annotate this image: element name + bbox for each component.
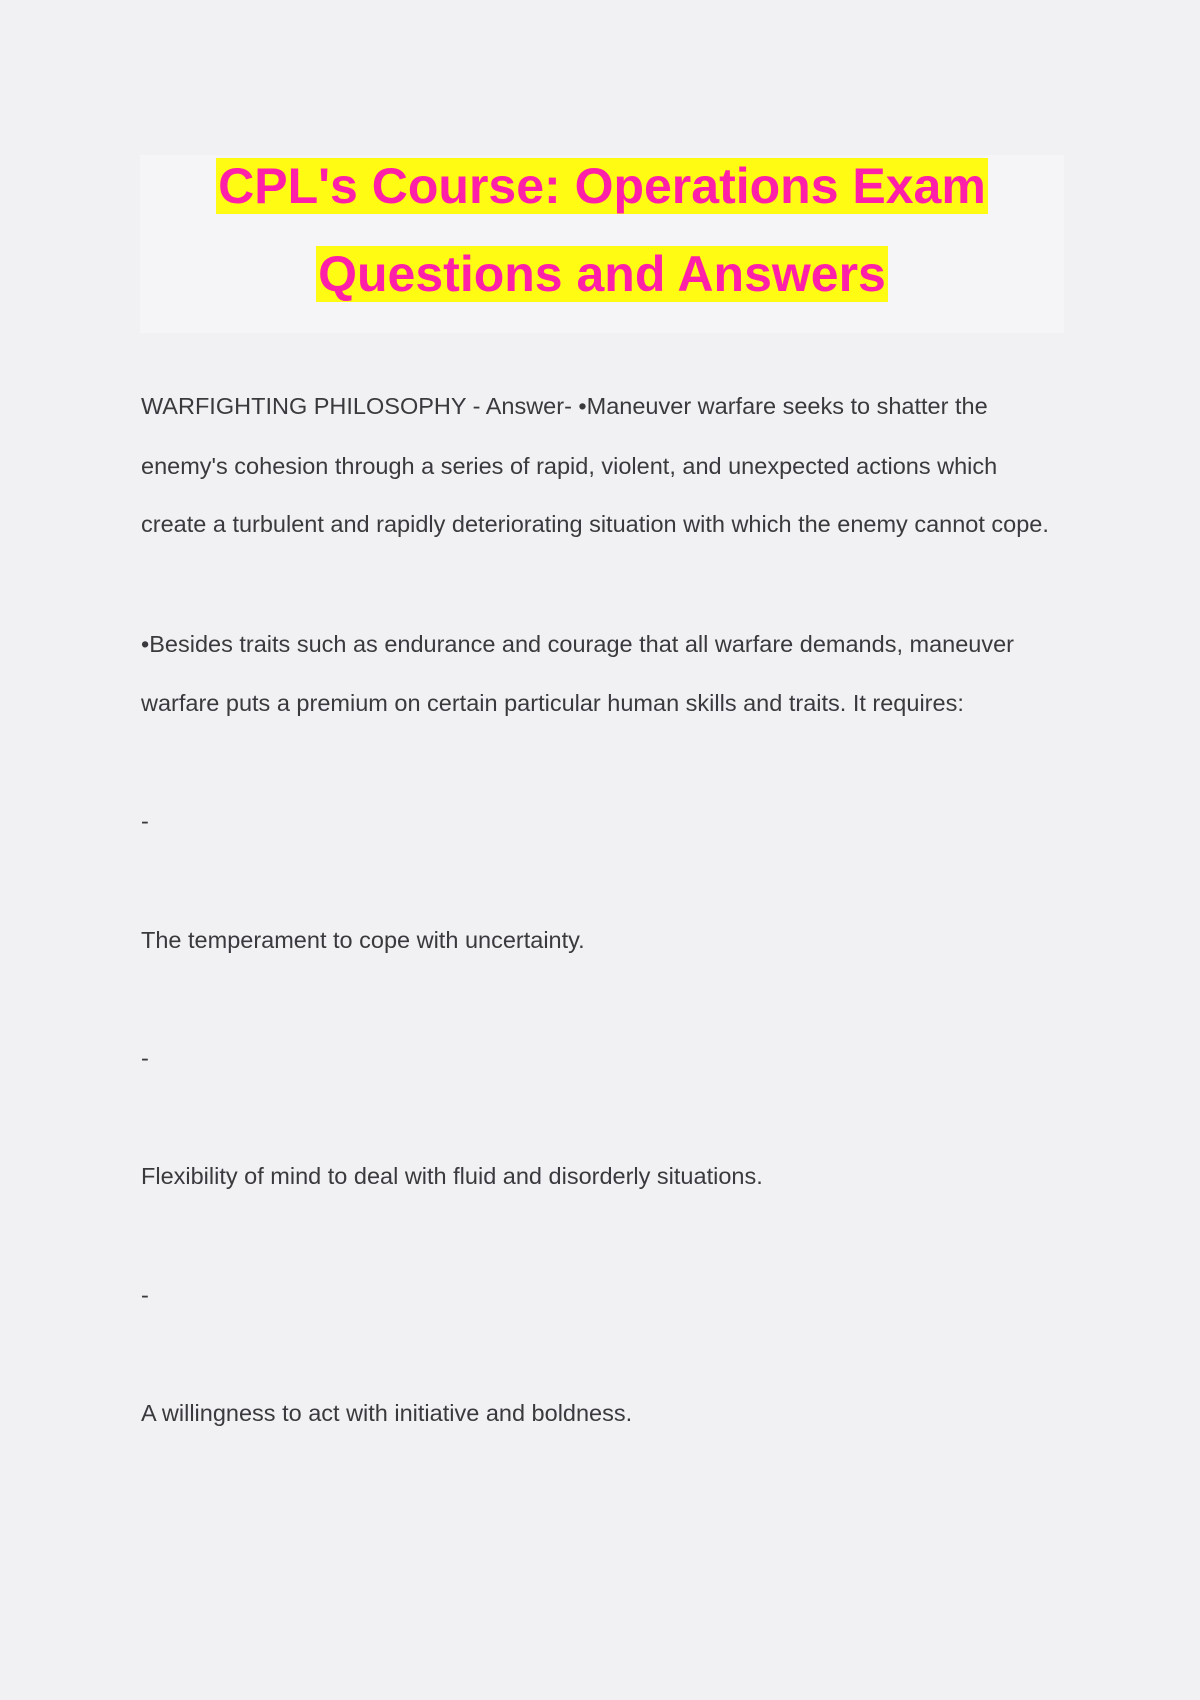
list-dash-2: - [141,1045,149,1071]
title-highlight-1: CPL's Course: Operations Exam [218,158,986,214]
para2-line-1: •Besides traits such as endurance and courage that all warfare demands, maneuver [141,631,1014,657]
list-item-1: The temperament to cope with uncertainty. [141,927,585,953]
para2-line-2: warfare puts a premium on certain particular human skills and traits. It requires: [141,690,964,716]
para1-line-3: create a turbulent and rapidly deteriorating situation with which the enemy cannot cope. [141,511,1049,537]
para1-line-1: WARFIGHTING PHILOSOPHY - Answer- •Maneuver warfare seeks to shatter the [141,393,988,419]
title-highlight-2: Questions and Answers [318,246,886,302]
para1-line-2: enemy's cohesion through a series of rapid, violent, and unexpected actions which [141,453,998,479]
list-dash-3: - [141,1282,149,1308]
list-item-2: Flexibility of mind to deal with fluid and disorderly situations. [141,1163,763,1189]
list-item-3: A willingness to act with initiative and boldness. [141,1400,633,1426]
title-line-1 [140,155,1064,217]
title-block [140,155,1064,333]
list-dash-1: - [141,808,149,834]
title-line-2 [140,243,1064,305]
